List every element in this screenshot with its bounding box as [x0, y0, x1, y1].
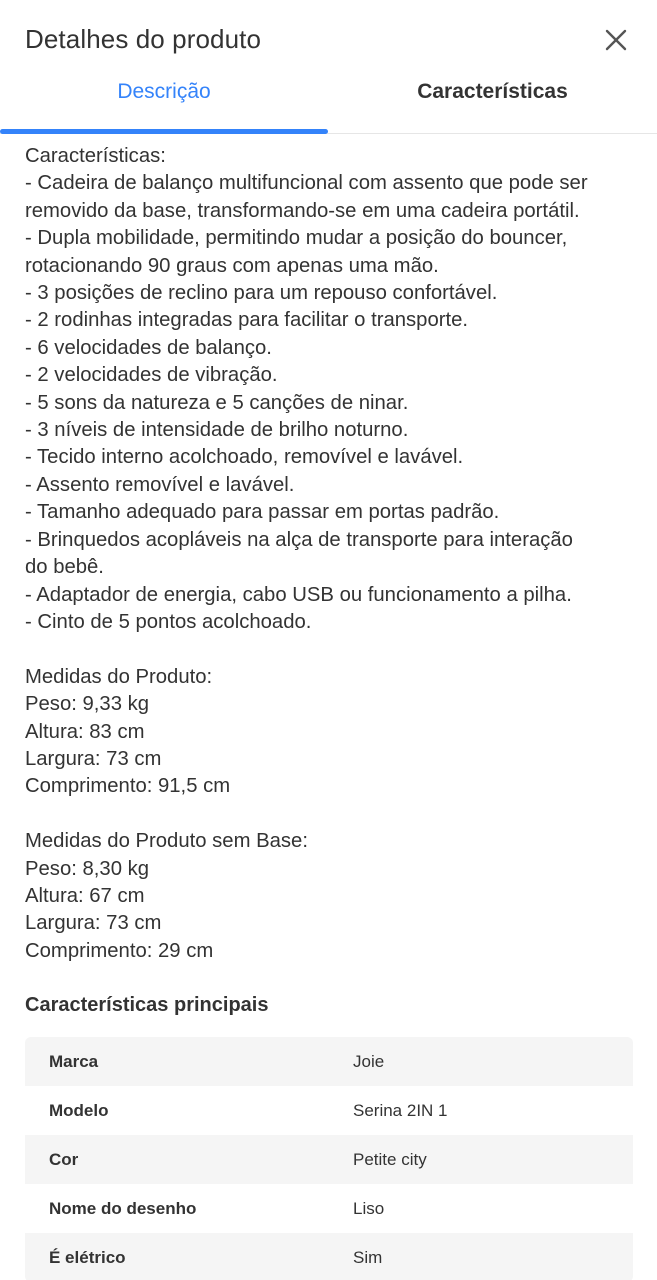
tab-caracteristicas[interactable]: Características [417, 80, 568, 103]
description-line: - Tamanho adequado para passar em portas padrão. [25, 501, 500, 524]
specs-section-title: Características principais [25, 994, 269, 1016]
description-line: - Tecido interno acolchoado, removível e lavável. [25, 446, 464, 469]
spec-row [25, 1086, 633, 1135]
spec-value: Petite city [353, 1149, 427, 1169]
description-line: Comprimento: 29 cm [25, 939, 214, 962]
description-line: Altura: 67 cm [25, 884, 145, 907]
spec-key: Nome do desenho [49, 1198, 197, 1218]
active-tab-indicator [0, 129, 328, 134]
description-line: - 5 sons da natureza e 5 canções de ninar. [25, 391, 409, 414]
spec-value: Serina 2IN 1 [353, 1100, 448, 1120]
spec-value: Joie [353, 1051, 385, 1071]
product-description [25, 143, 635, 965]
description-line: Características: [25, 145, 166, 167]
spec-key: Marca [49, 1051, 99, 1071]
description-line: do bebê. [25, 556, 104, 579]
spec-value: Sim [353, 1247, 383, 1267]
spec-row [25, 1135, 633, 1184]
tab-bar [0, 70, 657, 134]
spec-value: Liso [353, 1198, 385, 1218]
description-line: - 2 velocidades de vibração. [25, 364, 278, 387]
description-line: Peso: 9,33 kg [25, 693, 150, 716]
description-line: - Adaptador de energia, cabo USB ou funcionamento a pilha. [25, 583, 572, 606]
description-line: Largura: 73 cm [25, 747, 162, 770]
description-line: - Brinquedos acopláveis na alça de transporte para interação [25, 528, 573, 551]
spec-key: Cor [49, 1149, 79, 1169]
description-line: removido da base, transformando-se em uma cadeira portátil. [25, 199, 580, 222]
description-line: - 2 rodinhas integradas para facilitar o transporte. [25, 309, 469, 332]
description-line: - Assento removível e lavável. [25, 473, 295, 496]
description-spacer [25, 801, 635, 828]
description-line: - Cadeira de balanço multifuncional com assento que pode ser [25, 172, 588, 195]
spec-row [25, 1233, 633, 1280]
description-line: - 3 níveis de intensidade de brilho noturno. [25, 419, 409, 442]
description-line: Medidas do Produto sem Base: [25, 830, 308, 853]
description-line: Largura: 73 cm [25, 912, 162, 935]
description-line: - 6 velocidades de balanço. [25, 336, 272, 359]
spec-key: É elétrico [49, 1247, 126, 1267]
description-line: Altura: 83 cm [25, 720, 145, 743]
description-line: - 3 posições de reclino para um repouso confortável. [25, 282, 498, 305]
close-icon[interactable] [600, 25, 632, 57]
description-line: rotacionando 90 graus com apenas uma mão. [25, 254, 439, 277]
description-line: - Cinto de 5 pontos acolchoado. [25, 610, 312, 633]
description-line: Peso: 8,30 kg [25, 857, 150, 880]
description-spacer [25, 636, 635, 663]
description-line: - Dupla mobilidade, permitindo mudar a posição do bouncer, [25, 227, 568, 250]
page-title: Detalhes do produto [25, 24, 262, 54]
spec-row [25, 1184, 633, 1233]
modal-header [0, 0, 657, 80]
description-line: Comprimento: 91,5 cm [25, 775, 231, 798]
description-line: Medidas do Produto: [25, 665, 213, 688]
close-button[interactable] [600, 25, 632, 57]
tab-descricao[interactable]: Descrição [117, 80, 211, 103]
specs-table [25, 1037, 633, 1280]
spec-key: Modelo [49, 1100, 109, 1120]
spec-row [25, 1037, 633, 1086]
